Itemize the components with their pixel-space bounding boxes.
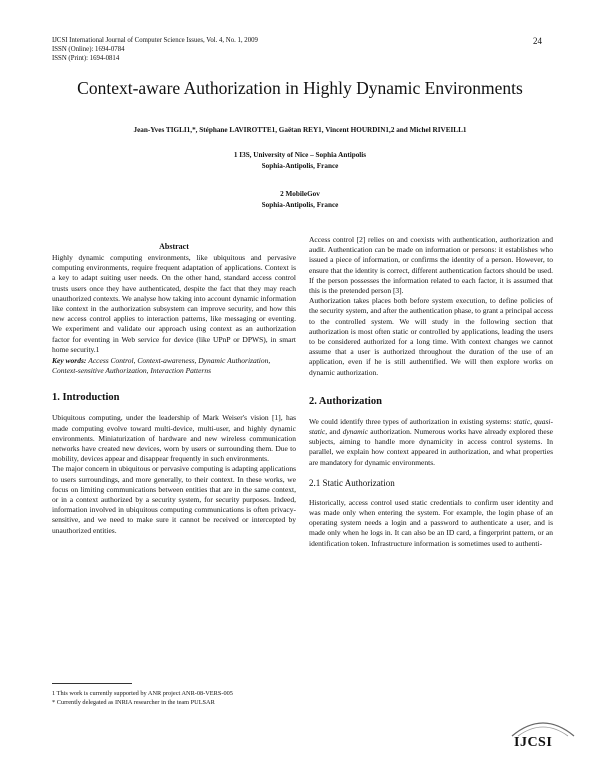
authorization-paragraph-1: We could identify three types of authorization in existing systems: static, quasi-static, and dynamic authorization. Numerous works have already explored these subjects, aiming to handle more dynamicity in access control systems. In parallel, we explain how context appeared in authorization, and what properties are mandatory for dynamic environments.	[309, 416, 553, 467]
journal-logo: IJCSI	[514, 735, 553, 750]
footnote-2: * Currently delegated as INRIA researcher in the team PULSAR	[52, 699, 215, 706]
paper-title: Context-aware Authorization in Highly Dynamic Environments	[77, 78, 523, 98]
page-number: 24	[533, 36, 542, 46]
issn-online: ISSN (Online): 1694-0784	[52, 46, 125, 53]
footnote-1: 1 This work is currently supported by ANR project ANR-08-VERS-005	[52, 690, 233, 697]
keywords-label: Key words:	[52, 356, 87, 366]
footnotes	[52, 689, 233, 707]
static-authorization-heading: 2.1 Static Authorization	[309, 477, 395, 488]
keywords-list: Access Control, Context-awareness, Dynamic Authorization, Context-sensitive Authorization, Interaction Patterns	[52, 356, 271, 376]
affiliation-2	[0, 189, 600, 211]
authorization-heading: 2. Authorization	[309, 395, 382, 407]
affiliation-1-line-1: 1 I3S, University of Nice – Sophia Antipolis	[233, 151, 367, 159]
affiliation-2-line-1: 2 MobileGov	[280, 190, 320, 198]
term-dynamic: dynamic	[342, 427, 368, 437]
affiliation-2-line-2: Sophia-Antipolis, France	[261, 201, 339, 209]
abstract-heading: Abstract	[159, 242, 189, 251]
journal-line: IJCSI International Journal of Computer Science Issues, Vol. 4, No. 1, 2009	[52, 37, 258, 44]
affiliation-1-line-2: Sophia-Antipolis, France	[261, 162, 339, 170]
footnote-divider	[52, 683, 132, 684]
affiliation-1	[0, 150, 600, 172]
issn-print: ISSN (Print): 1694-0814	[52, 55, 120, 62]
right-column	[309, 235, 553, 549]
abstract-text: Highly dynamic computing environments, like ubiquitous and pervasive computing environments, require frequent adaptation of applications. Context is a key to adapt suiting user needs. On the other hand, standard access control trusts users once they have authenticated, despite the fact that they may reach unauthorized contexts. We analyse how taking into account dynamic information like context in the authorization subsystem can improve security, and how this new access control applies to interaction patterns, like messaging or eventing. We experiment and validate our approach using context as an authorization factor for eventing in Web service for device (like UPnP or DPWS), in smart home security.1	[52, 253, 296, 354]
authorization-intro-paragraph: Authorization takes places both before system execution, to define policies of the security system, and after the authentication phase, to grant a principal access to the controlled system. We will study in the following section that authorization is most often static or controlled by applications, leading the users to be considered authorized for a long time. With context changes we cannot assume that a user is authorized throughout the duration of the use of an application, even if he is still authentified. We will then explore works on dynamic authorization.	[309, 296, 553, 377]
term-static: static	[513, 416, 531, 426]
keywords	[52, 356, 296, 376]
term-quasi-static: quasi-static	[309, 416, 553, 437]
access-control-paragraph: Access control [2] relies on and coexists with authentication, authorization and audit. Authentication can be made on information or persons: it establishes who issued a piece of information, or confirms the identity of a person. However, to ensure that the identity is correct, different authentication factors should be used. If the person possesses the information related to each factor, it is assumed that this is the pretended person [3].	[309, 235, 553, 296]
left-column	[52, 242, 296, 536]
introduction-heading: 1. Introduction	[52, 392, 120, 404]
static-authorization-paragraph: Historically, access control used static credentials to confirm user identity and was made only when entering the system. For example, the login phase of an operating system needs a login and a password to authenticate a user, and is made only when he logs in. It can also be an ID card, a fingerprint pattern, or an identification token. Infrastructure information is sometimes used to authenti-	[309, 497, 553, 548]
introduction-paragraph-1: Ubiquitous computing, under the leadership of Mark Weiser's vision [1], has made computing evolve toward multi-device, multi-user, and highly dynamic environments. Miniaturization of hardware and new wireless communication networks have created new devices, worn by users or surrounding them. Due to mobility, devices appear and disappear frequently in such environments.	[52, 413, 296, 464]
journal-header	[52, 36, 258, 63]
author-list: Jean-Yves TIGLI1,*, Stéphane LAVIROTTE1, Gaëtan REY1, Vincent HOURDIN1,2 and Michel RIVEILL1	[133, 126, 467, 134]
introduction-paragraph-2: The major concern in ubiquitous or pervasive computing is adapting applications to users surroundings, and more generally, to their context. In these works, we focus on limiting communications between entities that are in the same context, or in a context authorized by a security system, for security purposes. Indeed, information involved in ubiquitous computing communications is often privacy-sensitive, and we need to make sure it cannot be received or intercepted by unauthorized entities.	[52, 464, 296, 535]
